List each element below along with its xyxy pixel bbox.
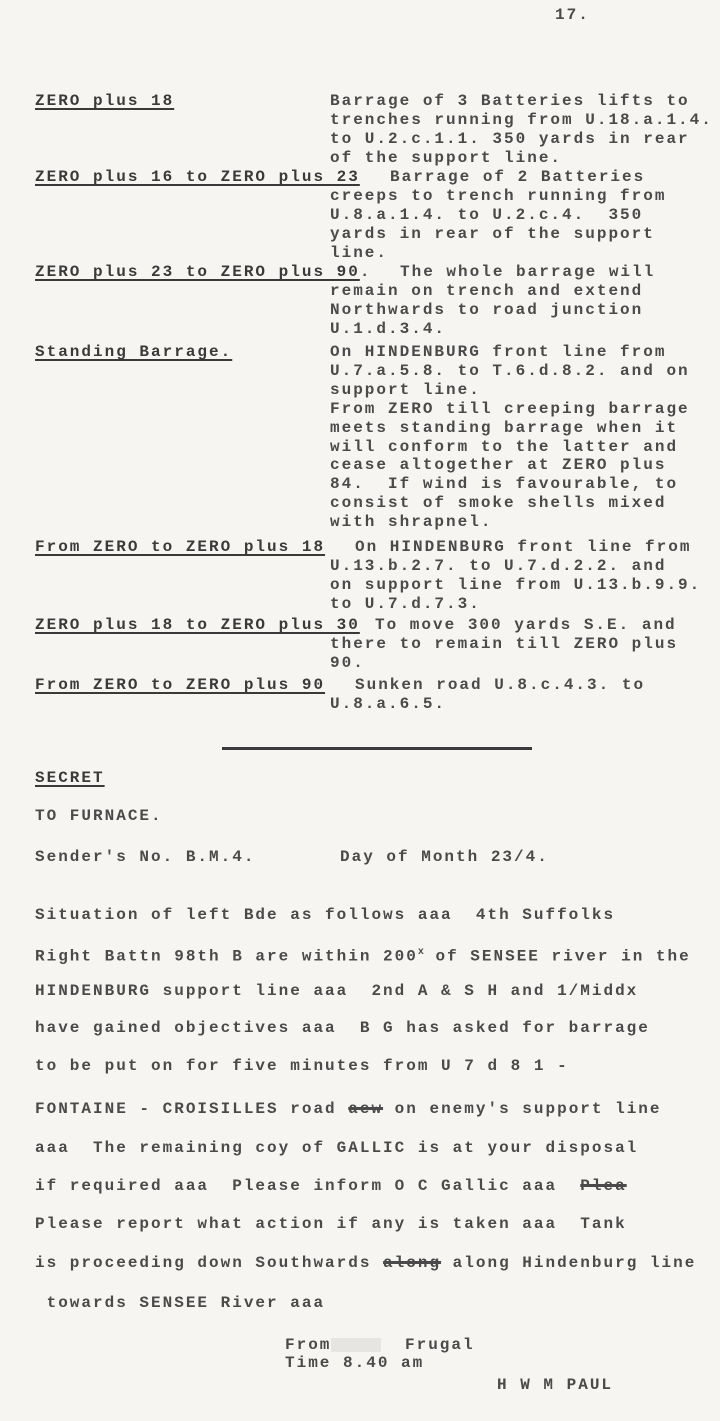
schedule-label-text: ZERO plus 23 to ZERO plus 90 xyxy=(35,263,360,281)
schedule-description-line: U.7.a.5.8. to T.6.d.8.2. and on xyxy=(330,362,690,380)
schedule-description-line: U.8.a.6.5. xyxy=(330,695,447,713)
message-line xyxy=(35,1254,696,1272)
schedule-description-line: yards in rear of the support xyxy=(330,225,655,243)
schedule-label-text: From ZERO to ZERO plus 18 xyxy=(35,538,326,556)
struck-text: Plea xyxy=(580,1177,627,1195)
day-of-month: Day of Month 23/4. xyxy=(340,848,549,866)
schedule-label xyxy=(35,343,232,361)
schedule-description-line: cease altogether at ZERO plus xyxy=(330,456,667,474)
message-line xyxy=(35,1139,638,1157)
schedule-description-line: with shrapnel. xyxy=(330,513,493,531)
schedule-description-line: there to remain till ZERO plus xyxy=(330,635,679,653)
schedule-label xyxy=(35,92,174,110)
message-line xyxy=(35,1057,569,1075)
text-segment: Please report what action if any is taken aaa Tank xyxy=(35,1215,627,1233)
text-segment: of SENSEE river in the xyxy=(423,947,691,966)
schedule-description-line: trenches running from U.18.a.1.4. xyxy=(330,111,713,129)
schedule-label xyxy=(35,676,325,694)
schedule-description-line: of the support line. xyxy=(330,149,563,167)
time: Time 8.40 am xyxy=(285,1354,425,1372)
schedule-label xyxy=(35,616,360,634)
schedule-label-text: From ZERO to ZERO plus 90 xyxy=(35,676,326,694)
message-line xyxy=(35,944,691,965)
text-segment: Right Battn 98th B are within 200 xyxy=(35,947,418,966)
schedule-label xyxy=(35,538,325,556)
text-segment: if required aaa Please inform O C Gallic aaa xyxy=(35,1177,581,1195)
schedule-description-line: to U.7.d.7.3. xyxy=(330,595,481,613)
schedule-label xyxy=(35,168,360,186)
text-segment: x xyxy=(417,947,424,958)
schedule-label-text: Standing Barrage. xyxy=(35,343,233,361)
schedule-description-line: 90. xyxy=(330,654,365,672)
message-line xyxy=(35,1019,650,1037)
schedule-description-line: consist of smoke shells mixed xyxy=(330,494,667,512)
schedule-description-line: to U.2.c.1.1. 350 yards in rear xyxy=(330,130,690,148)
schedule-label xyxy=(35,263,371,281)
recipient: TO FURNACE. xyxy=(35,807,163,825)
from-label xyxy=(285,1336,381,1354)
message-line xyxy=(35,1294,325,1312)
schedule-description-line: 84. If wind is favourable, to xyxy=(330,475,679,493)
signature: H W M PAUL xyxy=(497,1376,614,1394)
divider-rule xyxy=(222,747,532,750)
schedule-description-line: From ZERO till creeping barrage xyxy=(330,400,690,418)
schedule-description-line: Northwards to road junction xyxy=(330,301,644,319)
message-line xyxy=(35,982,638,1000)
schedule-description-line: line. xyxy=(330,244,389,262)
schedule-description-line: On HINDENBURG front line from xyxy=(330,343,667,361)
struck-text: along xyxy=(383,1254,442,1272)
schedule-label-text: ZERO plus 18 xyxy=(35,92,175,110)
schedule-description-line: Barrage of 3 Batteries lifts to xyxy=(330,92,690,110)
schedule-description-line: will conform to the latter and xyxy=(330,438,679,456)
schedule-description-line: on support line from U.13.b.9.9. xyxy=(330,576,702,594)
schedule-description-line: Sunken road U.8.c.4.3. to xyxy=(355,676,646,694)
text-segment: towards SENSEE River aaa xyxy=(35,1294,326,1312)
schedule-description-line: meets standing barrage when it xyxy=(330,419,679,437)
message-line xyxy=(35,1215,627,1233)
text-segment: along Hindenburg line xyxy=(441,1254,697,1272)
message-line xyxy=(35,1177,627,1195)
text-segment: on enemy's support line xyxy=(383,1100,662,1118)
text-segment: have gained objectives aaa B G has asked for barrage xyxy=(35,1019,650,1037)
from-value: Frugal xyxy=(405,1336,475,1354)
text-segment: HINDENBURG support line aaa 2nd A & S H and 1/Middx xyxy=(35,982,639,1000)
schedule-description-line: Barrage of 2 Batteries xyxy=(390,168,646,186)
schedule-description-line: U.8.a.1.4. to U.2.c.4. 350 xyxy=(330,206,644,224)
schedule-description-line: support line. xyxy=(330,381,481,399)
schedule-description-line: creeps to trench running from xyxy=(330,187,667,205)
text-segment: FONTAINE - CROISILLES road xyxy=(35,1100,349,1118)
text-segment: is proceeding down Southwards xyxy=(35,1254,384,1272)
schedule-description-line: remain on trench and extend xyxy=(330,282,644,300)
from-label-text: From xyxy=(285,1336,332,1354)
schedule-description-line: U.13.b.2.7. to U.7.d.2.2. and xyxy=(330,557,667,575)
text-segment: aaa The remaining coy of GALLIC is at your disposal xyxy=(35,1139,639,1157)
schedule-description-line: U.1.d.3.4. xyxy=(330,320,447,338)
redaction xyxy=(331,1338,381,1352)
schedule-description-line: On HINDENBURG front line from xyxy=(355,538,692,556)
struck-text: aew xyxy=(348,1100,384,1118)
page-number: 17. xyxy=(555,6,590,24)
schedule-label-text: ZERO plus 16 to ZERO plus 23 xyxy=(35,168,360,186)
schedule-description-line: The whole barrage will xyxy=(400,263,656,281)
text-segment: Situation of left Bde as follows aaa 4th Suffolks xyxy=(35,906,616,924)
message-line xyxy=(35,906,615,924)
classification: SECRET xyxy=(35,769,105,787)
message-line xyxy=(35,1100,662,1118)
label-suffix: . xyxy=(359,263,372,281)
schedule-label-text: ZERO plus 18 to ZERO plus 30 xyxy=(35,616,360,634)
text-segment: to be put on for five minutes from U 7 d 8 1 - xyxy=(35,1057,569,1075)
schedule-description-line: To move 300 yards S.E. and xyxy=(375,616,677,634)
sender-number: Sender's No. B.M.4. xyxy=(35,848,256,866)
